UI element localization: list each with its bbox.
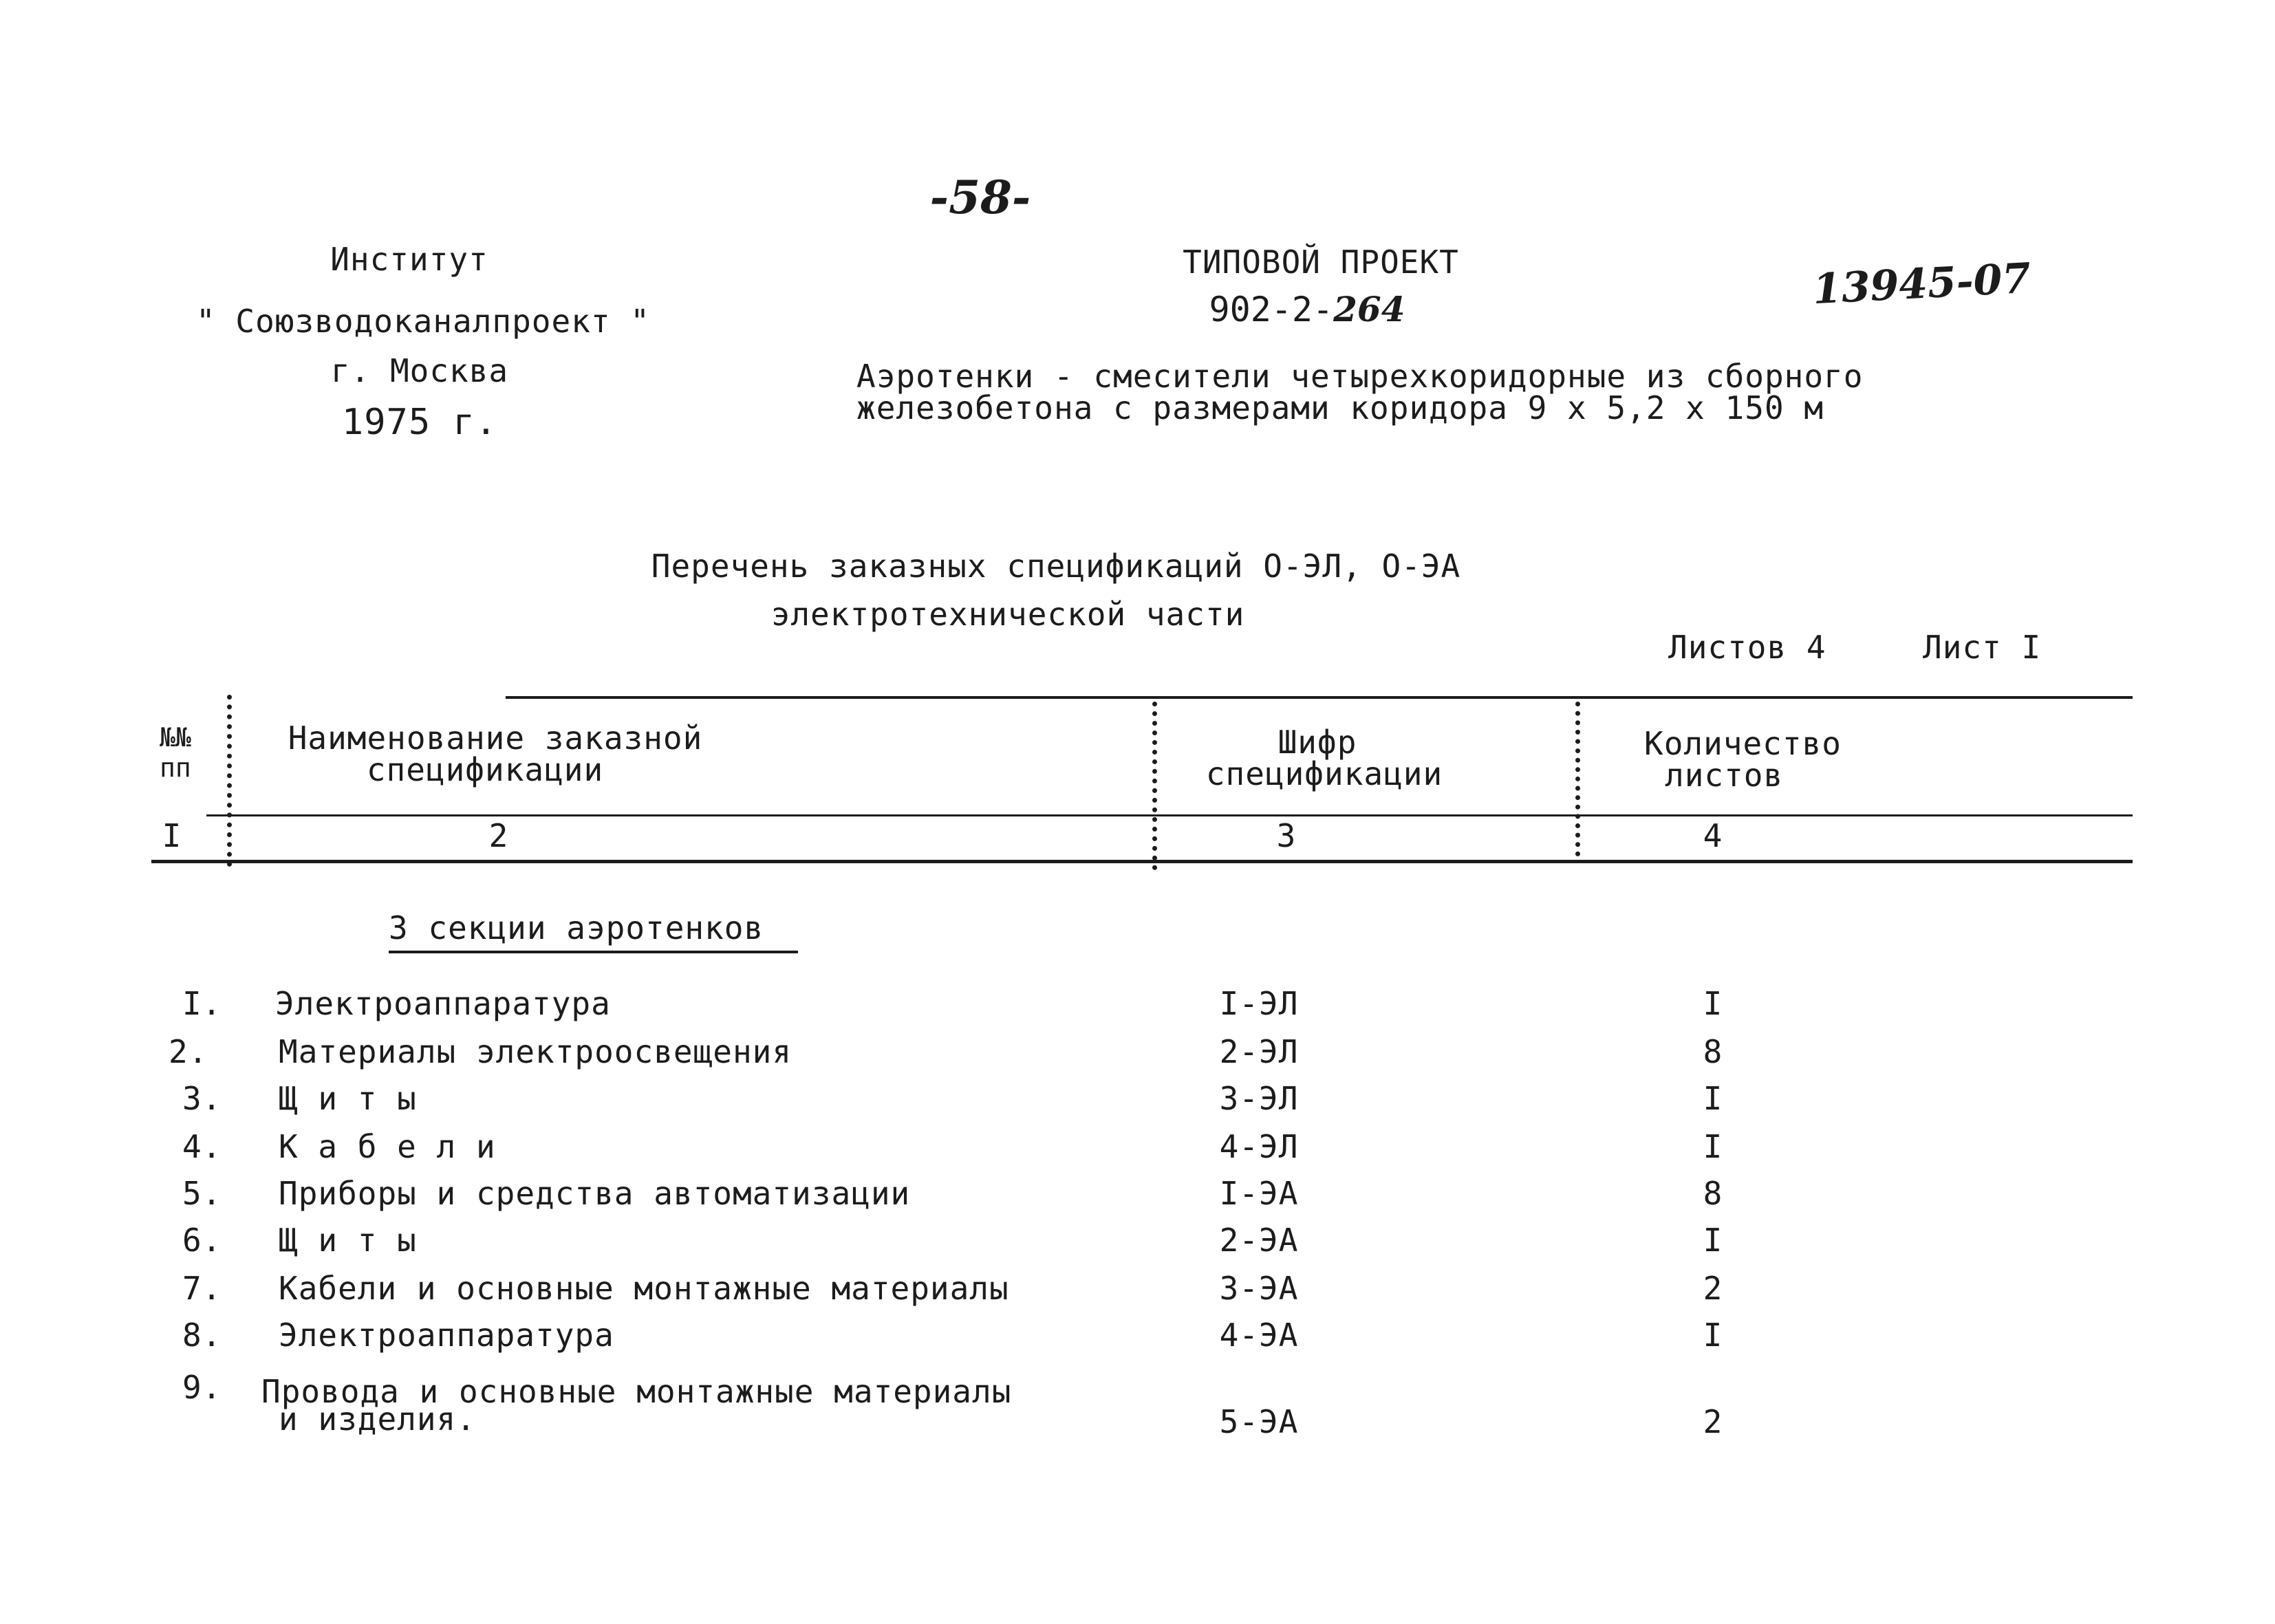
institute-label: Институт <box>330 241 488 278</box>
row-code: 5-ЭА <box>1219 1403 1299 1440</box>
institute-name: " Союзводоканалпроект " <box>196 303 650 340</box>
project-code-number: 264 <box>1333 289 1405 329</box>
row-name: К а б е л и <box>279 1128 496 1165</box>
row-qty: 8 <box>1703 1033 1723 1070</box>
page-number: -58- <box>929 171 1031 224</box>
row-name: Кабели и основные монтажные материалы <box>279 1270 1009 1307</box>
row-number: 7. <box>182 1270 222 1307</box>
header-num: №№ пп <box>160 722 191 783</box>
row-qty: I <box>1703 985 1723 1022</box>
row-code: 4-ЭА <box>1219 1317 1299 1354</box>
row-name: Щ и т ы <box>279 1222 417 1259</box>
row-qty: I <box>1703 1222 1723 1259</box>
project-code <box>1209 289 1405 329</box>
project-code-prefix: 902-2- <box>1209 290 1334 329</box>
row-qty: 2 <box>1703 1403 1723 1440</box>
row-name-continuation: и изделия. <box>279 1400 476 1438</box>
row-number: 5. <box>182 1175 222 1212</box>
row-code: 2-ЭА <box>1219 1222 1299 1259</box>
row-name: Электроаппаратура <box>279 1317 614 1354</box>
row-code: 4-ЭЛ <box>1219 1128 1299 1165</box>
row-qty: 8 <box>1703 1175 1723 1212</box>
header-code-line1: Шифр <box>1277 724 1357 761</box>
row-code: 2-ЭЛ <box>1219 1033 1299 1070</box>
table-header-rule <box>206 814 2133 816</box>
row-number: 6. <box>182 1222 222 1259</box>
row-code: I-ЭА <box>1219 1175 1299 1212</box>
row-name: Щ и т ы <box>279 1080 417 1117</box>
column-number-4: 4 <box>1703 817 1723 854</box>
row-qty: I <box>1703 1128 1723 1165</box>
header-name-line2: спецификации <box>366 751 604 788</box>
project-title: ТИПОВОЙ ПРОЕКТ <box>1183 243 1459 281</box>
column-divider-3 <box>1575 702 1580 856</box>
sheets-total: Листов 4 <box>1668 629 1826 666</box>
row-code: I-ЭЛ <box>1219 985 1299 1022</box>
archive-number: 13945-07 <box>1811 254 2032 314</box>
row-number: 8. <box>182 1317 222 1354</box>
row-qty: I <box>1703 1317 1723 1354</box>
row-code: 3-ЭЛ <box>1219 1080 1299 1117</box>
row-name: Материалы электроосвещения <box>279 1033 793 1070</box>
project-description-line2: железобетона с размерами коридора 9 x 5,2 x 150 м <box>856 389 1824 426</box>
row-name: Электроаппаратура <box>275 985 611 1022</box>
column-divider-1 <box>227 695 232 867</box>
column-number-1: I <box>162 817 182 854</box>
row-number: 9. <box>182 1369 222 1406</box>
header-qty-line2: листов <box>1665 757 1784 794</box>
row-number: I. <box>182 985 222 1022</box>
table-top-rule <box>506 696 2133 699</box>
sheet-current: Лист I <box>1923 629 2042 666</box>
list-title-line2: электротехнической части <box>770 596 1245 633</box>
institute-year: 1975 г. <box>341 402 498 443</box>
row-name: Провода и основные монтажные материалы <box>261 1373 1012 1410</box>
row-qty: I <box>1703 1080 1723 1117</box>
column-divider-2 <box>1152 702 1157 870</box>
header-name-line1: Наименование заказной <box>288 719 703 757</box>
row-number: 3. <box>182 1080 222 1117</box>
row-name: Приборы и средства автоматизации <box>279 1175 911 1212</box>
header-qty-line1: Количество <box>1644 725 1842 762</box>
section-title: 3 секции аэротенков <box>389 909 798 953</box>
header-code-line2: спецификации <box>1205 755 1443 792</box>
row-number: 2. <box>169 1033 208 1070</box>
row-qty: 2 <box>1703 1270 1723 1307</box>
column-number-2: 2 <box>488 817 509 854</box>
row-code: 3-ЭА <box>1219 1270 1299 1307</box>
institute-city: г. Москва <box>330 352 509 389</box>
list-title-line1: Перечень заказных спецификаций О-ЭЛ, О-ЭА <box>651 548 1461 585</box>
table-colnum-rule <box>151 860 2133 863</box>
column-number-3: 3 <box>1276 817 1297 854</box>
project-description-line1: Аэротенки - смесители четырехкоридорные из сборного <box>856 358 1864 395</box>
row-number: 4. <box>182 1128 222 1165</box>
